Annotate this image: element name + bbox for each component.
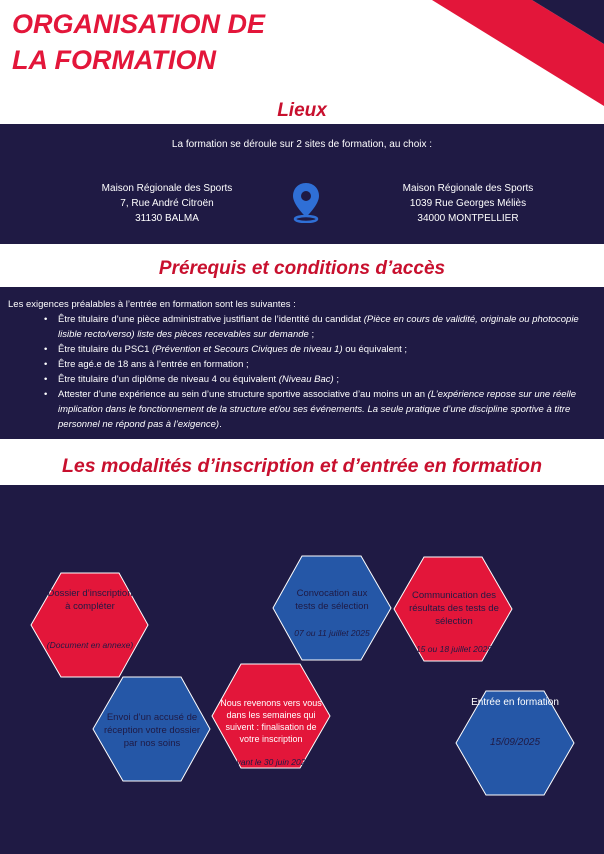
step-1-note: (Document en annexe) [46, 640, 134, 650]
site-montpellier-line3: 34000 MONTPELLIER [417, 213, 519, 224]
step-6-text: Entrée en formation [471, 697, 559, 708]
prerequis-item-text: Être titulaire du PSC1 [58, 344, 152, 355]
site-montpellier-line2: 1039 Rue Georges Méliès [409, 198, 527, 209]
step-3-text: Convocation aux tests de sélection [295, 588, 369, 612]
prerequis-item-note: (Pièce en cours de validité, originale ou photocopie lisible recto/verso) liste des pièces recevables sur demande [58, 314, 579, 340]
step-2-text: Envoi d’un accusé de réception votre dossier par nos soins [103, 712, 201, 749]
prerequis-item-end: ou équivalent ; [342, 344, 408, 355]
prerequis-item-end: ; [333, 374, 339, 385]
prerequis-item-end: ; [308, 329, 315, 340]
prerequis-item-note: (Niveau Bac) [278, 374, 334, 385]
step-4-note: avant le 30 juin 2025 [231, 757, 311, 767]
step-6-note: 15/09/2025 [489, 737, 541, 748]
prerequis-item-text: Attester d’une expérience au sein d’une structure sportive associative d’au moins un an [58, 389, 428, 400]
step-1-text: Dossier d’inscription à compléter [47, 588, 133, 612]
prerequis-item-text: Être agé.e de 18 ans à l’entrée en formation ; [58, 359, 249, 370]
step-5-note: 15 ou 18 juillet 2025 [415, 644, 493, 654]
prerequis-item-note: (Prévention et Secours Civiques de niveau 1) [152, 344, 343, 355]
prerequis-item-note: (L’expérience repose sur une réelle implication dans le fonctionnement de la structure et/ou ses événements. La seule pratique d’une discipline sportive à titre personnel ne répond pas à l’exigence) [58, 389, 577, 430]
site-balma-line1: Maison Régionale des Sports [101, 183, 233, 194]
step-5-text: Communication des résultats des tests de sélection [409, 590, 499, 627]
step-3-note: 07 ou 11 juillet 2025 [294, 628, 370, 638]
lieux-intro: La formation se déroule sur 2 sites de formation, au choix : [171, 139, 433, 150]
prerequis-item-end: . [219, 419, 222, 430]
prerequis-item-text: Être titulaire d’une pièce administrative justifiant de l’identité du candidat [58, 314, 364, 325]
step-4-text: Nous revenons vers vous dans les semaines qui suivent : finalisation de votre inscription [220, 698, 322, 744]
prerequis-heading: Prérequis et conditions d’accès [158, 258, 446, 279]
site-balma-line2: 7, Rue André Citroën [120, 198, 214, 209]
page-title: ORGANISATION DE LA FORMATION [12, 9, 266, 75]
prerequis-item-text: Être titulaire d’un diplôme de niveau 4 ou équivalent [58, 374, 279, 385]
site-balma-line3: 31130 BALMA [135, 213, 199, 224]
prerequis-intro: Les exigences préalables à l’entrée en formation sont les suivantes : [8, 299, 296, 310]
lieux-heading: Lieux [277, 100, 327, 121]
modalites-heading: Les modalités d’inscription et d’entrée en formation [62, 455, 542, 477]
site-montpellier-line1: Maison Régionale des Sports [402, 183, 534, 194]
